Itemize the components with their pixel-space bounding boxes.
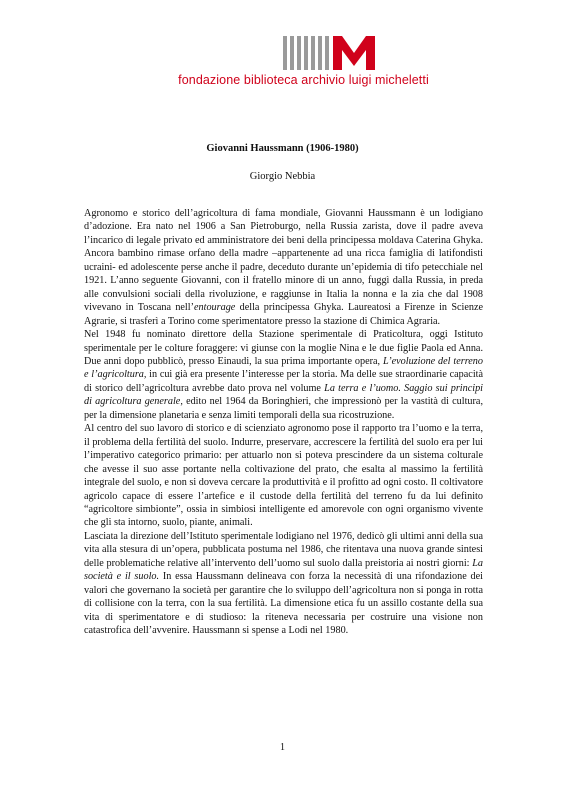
body-paragraph [84,530,483,638]
paragraph-text: Al centro del suo lavoro di storico e di scienziato agronomo pose il rapporto tra l’uomo e la terra, il problema della fertilità del suolo. Indurre, preservare, accrescere la fertilità del suolo era per lui l’imperativo categorico primario: per attuarlo non si poteva prescindere da un sistema colturale che avesse il suo asse portante nella coltivazione del prato, che esalta al massimo la fertilità integrale del suolo, e non si doveva cercare la produttività e il profitto ad ogni costo. Il coltivatore agricolo capace di essere l’artefice e il custode della fertilità del terreno fu da lui definito “agricoltore simbionte”, ossia in simbiosi intelligente ed amorevole con ogni organismo vivente che gli sta intorno, suolo, piante, animali. [84,423,483,529]
paragraph-text: in cui già era presente l’interesse per la storia. Ma delle sue straordinarie capacità di storico dell’agricoltura avrebbe dato prova nel volume [84,369,483,394]
italic-title-text: La società e il suolo. [84,557,483,583]
paragraph-text: In essa Haussmann delineava con forza la necessità di una rifondazione dei valori che governano la società per garantire che lo sviluppo dell’agricoltura non si ponga in rotta di collisione con la terra, con la sua fertilità. La dimensione etica fu un assillo costante della sua vita di sperimentatore e di studioso: la riteneva necessaria per costruire una visione non catastrofica dell’avvenire. Haussmann si spense a Lodi nel 1980. [84,571,483,637]
italic-title-text: entourage [194,302,236,314]
article-author: Giorgio Nebbia [249,171,316,182]
paragraph-text: Lasciata la direzione dell’Istituto sperimentale lodigiano nel 1976, dedicò gli ultimi anni della sua vita alla stesura di un’opera, pubblicata postuma nel 1986, che ritentava una nuova grande sintesi delle problematiche relative all’intervento dell’uomo sul suolo dalla preistoria ai nostri giorni: [84,530,483,569]
organization-name: fondazione biblioteca archivio luigi micheletti [178,73,429,87]
paragraph-text: Agronomo e storico dell’agricoltura di fama mondiale, Giovanni Haussmann è un lodigiano d’adozione. Era nato nel 1906 a San Pietroburgo, nella Russia zarista, dove il padre aveva l’incarico di legale privato ed amministratore dei beni della principessa moldava Caterina Ghyka. Ancora bambino rimase orfano della madre –appartenente ad una ricca famiglia di latifondisti ucraini- ed adolescente perse anche il padre, deceduto durante un’epidemia di tifo petecchiale nel 1921. L’anno seguente Giovanni, con il fratello minore di un anno, fuggì dalla Russia, in preda alle convulsioni sociali della rivoluzione, e raggiunse in Italia la nonna e la zia che dal 1908 vivevano in Toscana nell’ [84,208,483,314]
italic-title-text: L’evoluzione del terreno e l’agricoltura, [84,355,483,381]
body-paragraph [84,328,483,422]
paragraph-text: della principessa Ghyka. Laureatosi a Firenze in Scienze Agrarie, si trasferì a Torino come sperimentatore presso la stazione di Chimica Agraria. [84,302,484,327]
paragraph-text: , edito nel 1964 da Boringhieri, che impressionò per la vastità di cultura, per la dimensione planetaria e senza limiti temporali della sua ricostruzione. [84,396,483,421]
article-title: Giovanni Haussmann (1906-1980) [206,143,359,154]
foundation-logo-icon [283,36,375,70]
page-number: 1 [280,742,285,753]
body-paragraph [84,422,483,530]
paragraph-text: Nel 1948 fu nominato direttore della Stazione sperimentale di Praticoltura, oggi Istituto sperimentale per le colture foraggere: vi giunse con la moglie Nina e le due figlie Paola ed Anna. Due anni dopo pubblicò, presso Einaudi, la sua prima importante opera, [84,329,483,367]
article-body [84,207,483,638]
body-paragraph [84,207,483,328]
italic-title-text: La terra e l’uomo. Saggio sui principi di agricoltura generale [84,382,483,408]
logo-m-icon [333,36,375,70]
